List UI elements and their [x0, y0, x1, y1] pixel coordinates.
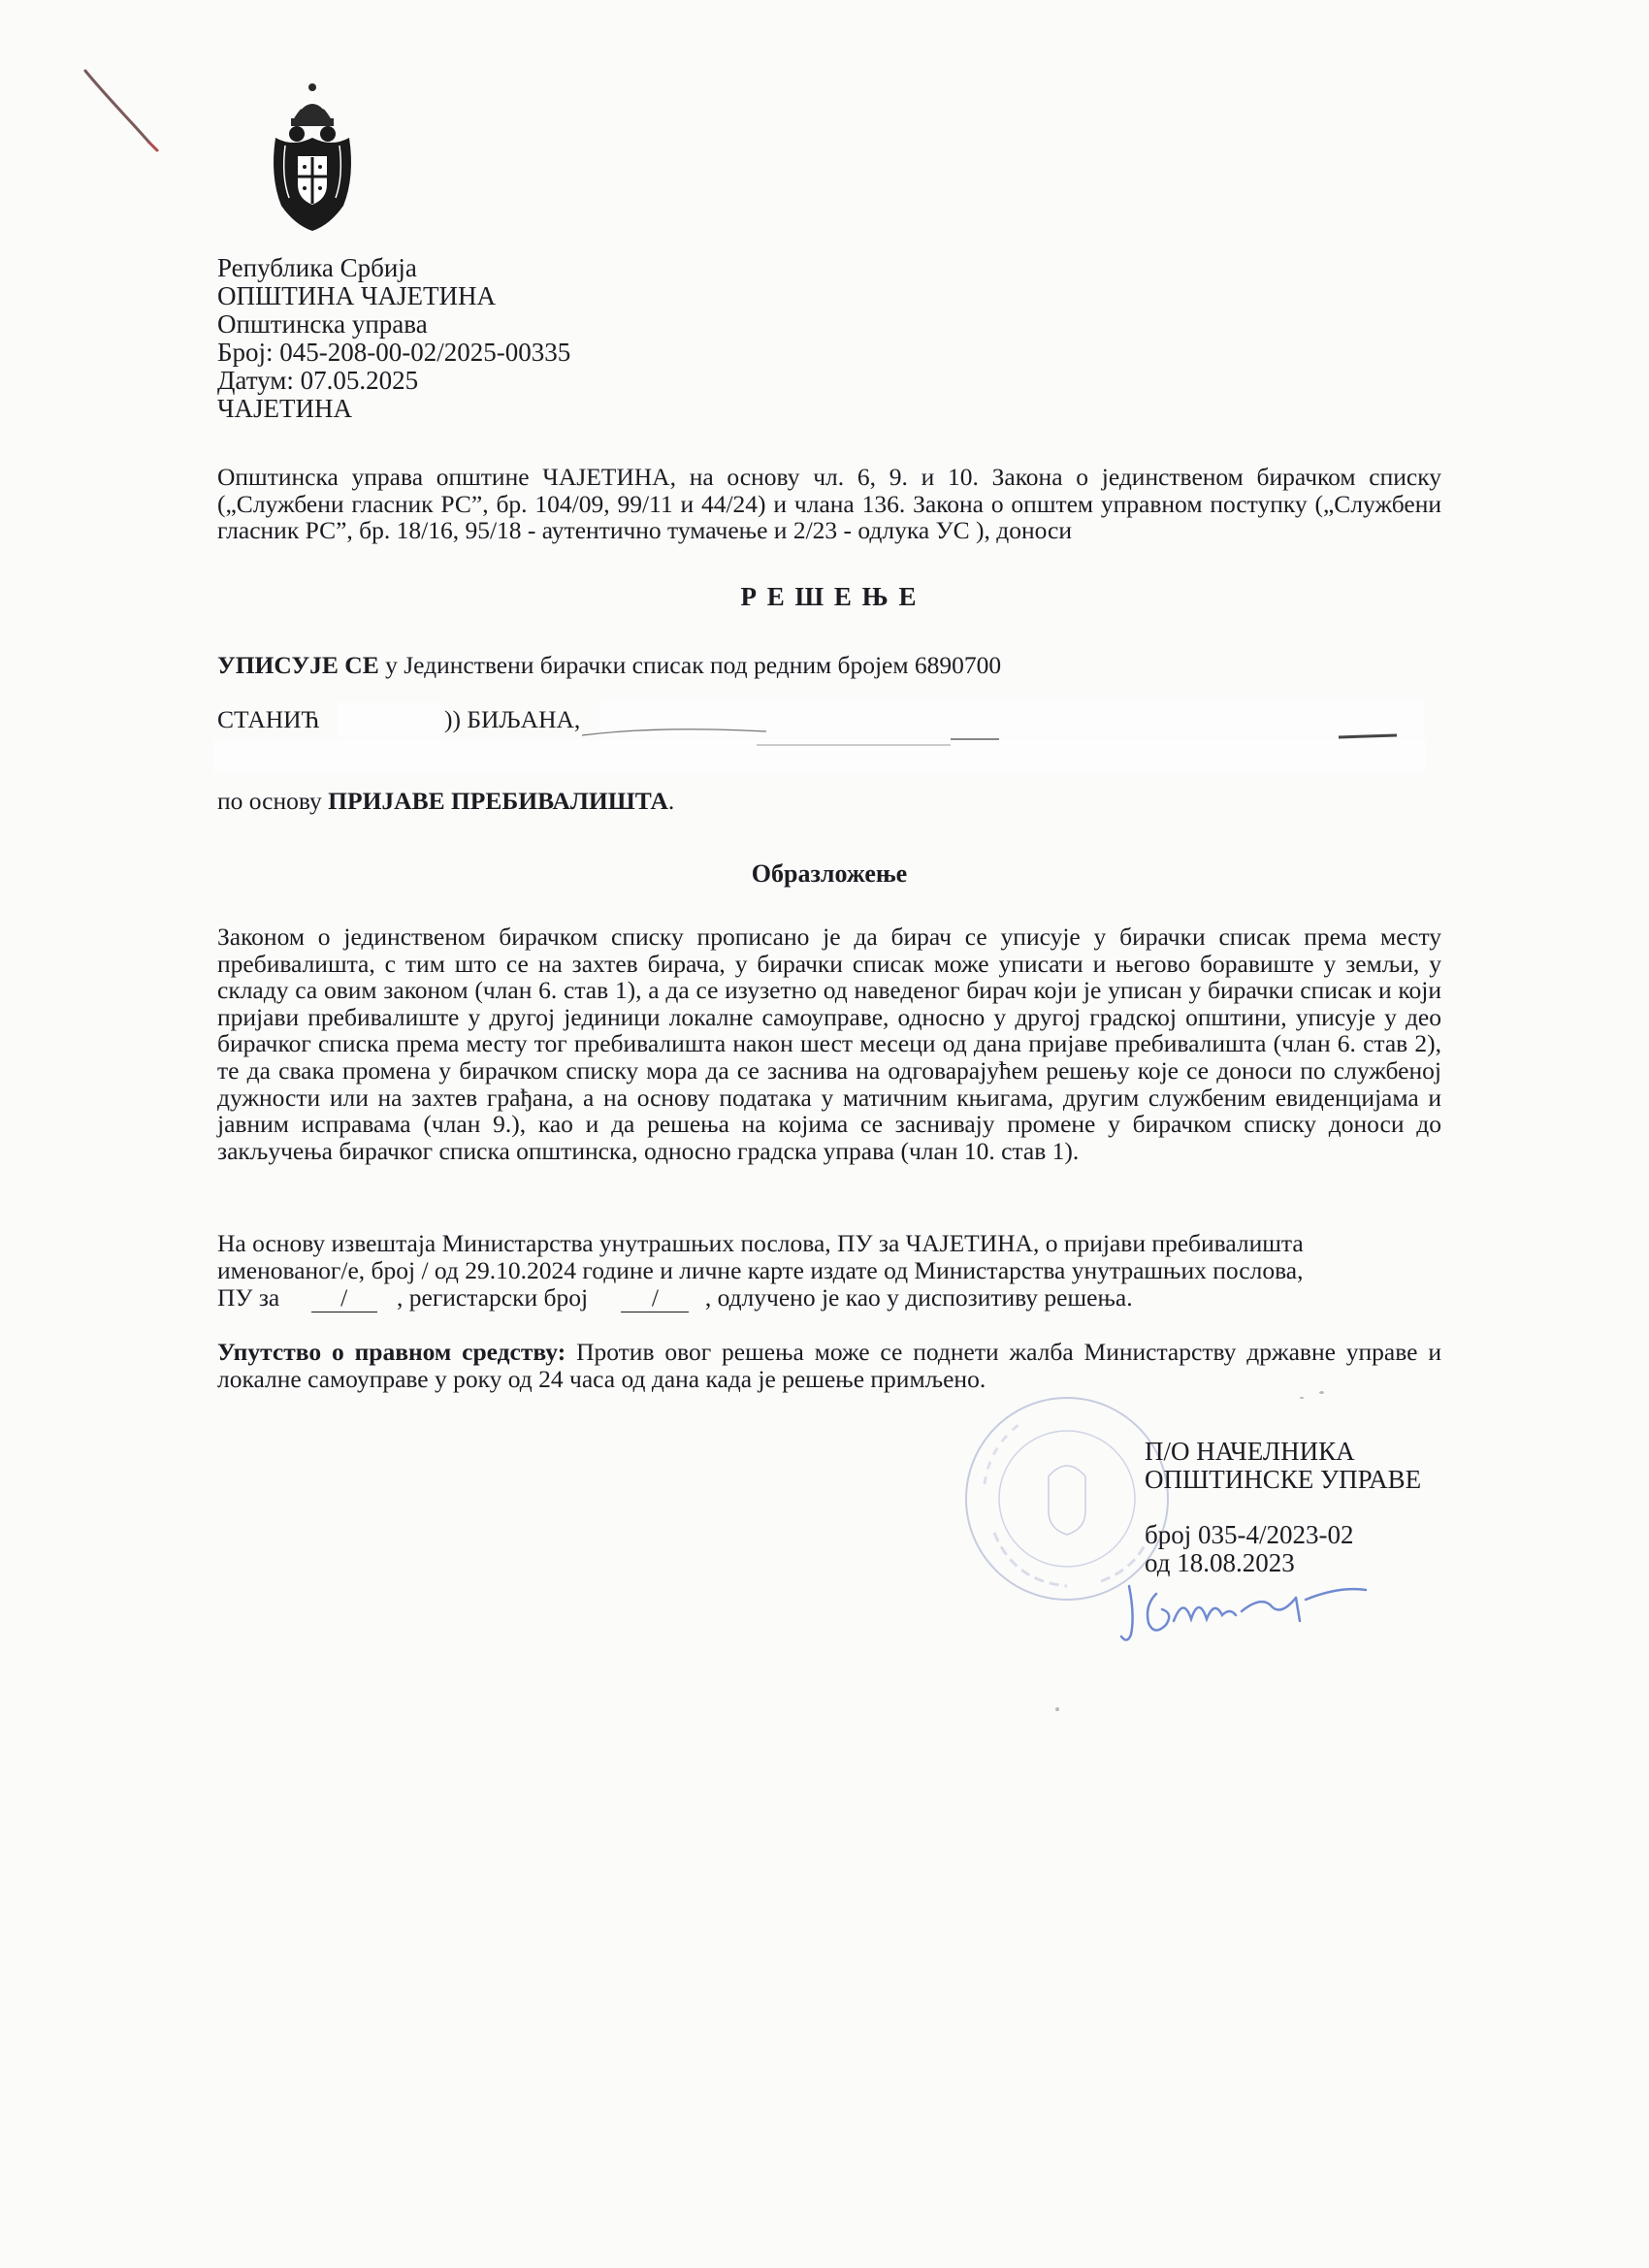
- legal-remedy-label: Упутство о правном средству:: [217, 1338, 566, 1366]
- mup-report-line-2: именованог/е, број / од 29.10.2024 године и личне карте издате од Министарства унутрашњих послова,: [217, 1256, 1304, 1284]
- decision-reference: , одлучено је као у диспозитиву решења.: [704, 1283, 1133, 1312]
- scan-speck: [1319, 1391, 1324, 1394]
- mup-report-line-1: На основу извештаја Министарства унутрашњих послова, ПУ за ЧАЈЕТИНА, о пријави пребивалишта: [217, 1229, 1304, 1257]
- document-date: Датум: 07.05.2025: [217, 366, 419, 395]
- police-department-blank: /: [311, 1284, 377, 1312]
- preamble-paragraph: Општинска управа општине ЧАЈЕТИНА, на основу чл. 6, 9. и 10. Закона о јединственом бирачком списку („Службени гласник РС”, бр. 104/09, 99/11 и 44/24) и члана 136. Закона о општем управном поступку („Службени гласник РС”, бр. 18/16, 95/18 - аутентично тумачење и 2/23 - одлука УС ), доноси: [217, 463, 1441, 545]
- document-city: ЧАЈЕТИНА: [217, 394, 353, 423]
- pencil-mark: [78, 63, 165, 155]
- scan-speck: [1055, 1707, 1059, 1711]
- person-given-name: )) БИЉАНА,: [444, 705, 581, 733]
- republic-name: Република Србија: [217, 253, 417, 282]
- municipality-name: ОПШТИНА ЧАЈЕТИНА: [217, 281, 497, 310]
- person-surname: СТАНИЋ: [217, 705, 320, 733]
- signatory-title-line-2: ОПШТИНСКЕ УПРАВЕ: [1145, 1465, 1422, 1494]
- authorization-number: број 035-4/2023-02: [1145, 1520, 1354, 1549]
- redaction-residue: [543, 718, 1416, 747]
- enrollment-text: у Јединствени бирачки списак под редним бројем 6890700: [378, 651, 1002, 679]
- enrollment-line: [217, 652, 1441, 679]
- signatory-title-line-1: П/О НАЧЕЛНИКА: [1145, 1437, 1355, 1466]
- legal-remedy-paragraph: [217, 1339, 1441, 1392]
- registry-number-blank: /: [621, 1284, 689, 1312]
- mup-report-line-3: [217, 1284, 1133, 1312]
- scan-speck: [1300, 1397, 1304, 1399]
- legal-remedy-text: Против овог решења може се поднети жалба Министарству државне управе и локалне самоуправе у року од 24 часа од дана када је решење примљено.: [217, 1338, 1441, 1393]
- handwritten-signature: [1106, 1567, 1397, 1659]
- basis-prefix: по основу: [217, 787, 329, 815]
- explanation-paragraph: Законом о јединственом бирачком списку прописано је да бирач се уписује у бирачки списак према месту пребивалишта, с тим што се на захтев бирача, у бирачки списак може уписати и његово боравиште у земљи, у складу са овим законом (члан 6. став 1), а да се изузетно од наведеног бирач који је уписан у бирачки списак и који пријави пребивалиште у другој јединици локалне самоуправе, односно у другој градској општини, уписује у део бирачког списка према месту тог пребивалишта након шест месеци од дана пријаве пребивалишта (члан 6. став 2), те да свака промена у бирачком списку мора да се заснива на одговарајућем решењу које се доноси по службеној дужности или на захтев грађана, а на основу података у матичним књигама, другим службеним евиденцијама и јавним исправама (члан 9.), као и да решења на којима се заснивају промене у бирачком списку доноси до закључења бирачког списка општинска, односно градска управа (члан 10. став 1).: [217, 923, 1441, 1165]
- basis-suffix: .: [667, 787, 675, 815]
- basis-line: [217, 788, 674, 815]
- registry-number-label: , регистарски број: [397, 1283, 589, 1312]
- police-department-label: ПУ за: [217, 1283, 280, 1312]
- redaction-box: [338, 702, 442, 737]
- explanation-title: Образложење: [751, 859, 908, 888]
- signature-block: [1145, 1438, 1421, 1577]
- basis-keyword: ПРИЈАВЕ ПРЕБИВАЛИШТА: [328, 787, 668, 815]
- coat-of-arms-icon: [268, 80, 357, 235]
- document-number: Број: 045-208-00-02/2025-00335: [217, 338, 571, 367]
- authorization-date: од 18.08.2023: [1145, 1548, 1295, 1577]
- enrollment-keyword: УПИСУЈЕ СЕ: [217, 651, 379, 679]
- header-block: [217, 254, 570, 423]
- scan-speck: [656, 1104, 659, 1107]
- decision-title: Р Е Ш Е Њ Е: [740, 582, 919, 611]
- administration-name: Општинска управа: [217, 309, 428, 339]
